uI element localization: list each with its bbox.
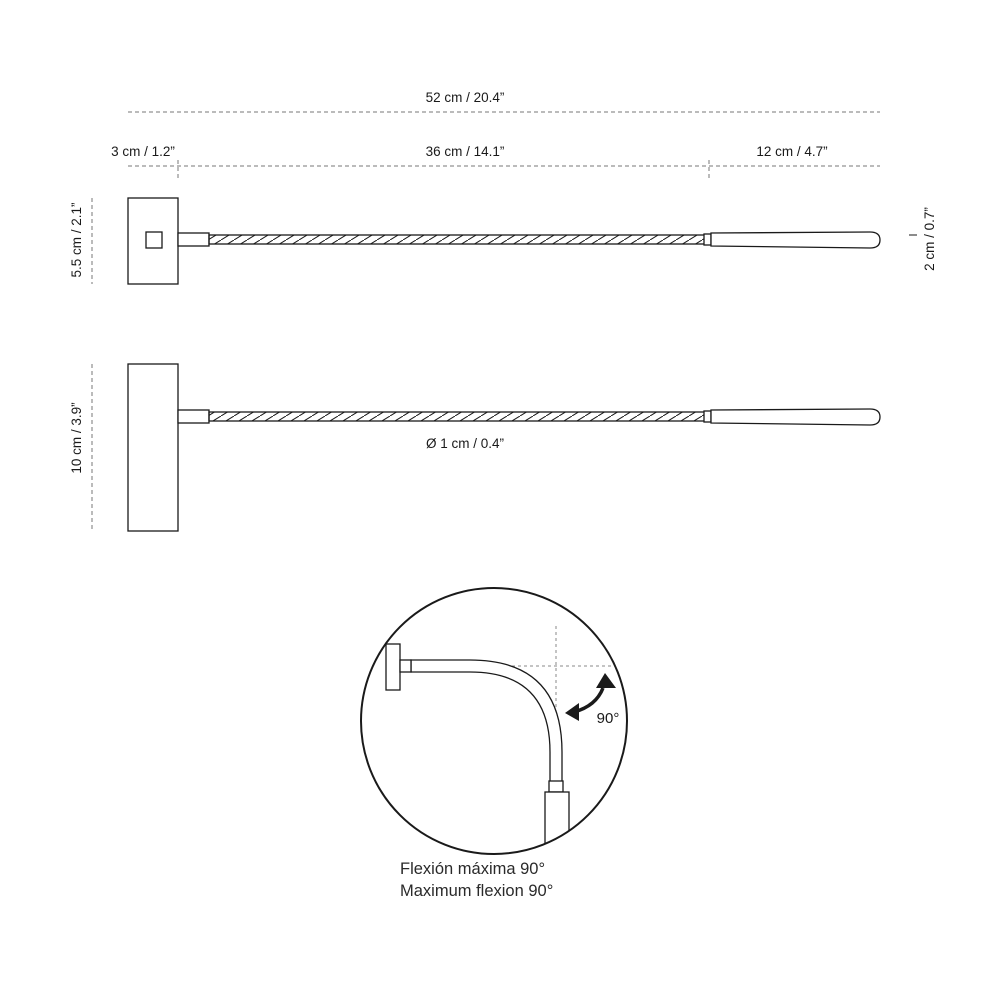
flexible-arm (209, 235, 709, 244)
base-body (128, 364, 178, 531)
lamp-head (711, 232, 880, 248)
switch-square (146, 232, 162, 248)
flexion-detail (361, 588, 628, 872)
arm-diameter-label: Ø 1 cm / 0.4” (425, 436, 505, 451)
arm-connector (178, 233, 209, 246)
caption-english: Maximum flexion 90° (400, 882, 554, 900)
dimension-lines (92, 112, 880, 530)
side-view-height-label: 10 cm / 3.9” (69, 402, 84, 474)
base-length-label: 3 cm / 1.2” (111, 144, 175, 159)
arm-collar (704, 411, 711, 422)
arrowhead-up (596, 673, 616, 688)
arm-connector (400, 660, 411, 672)
arm-length-label: 36 cm / 14.1” (425, 144, 505, 159)
head-diameter-label: 2 cm / 0.7” (922, 207, 937, 271)
detail-circle (361, 588, 627, 854)
bent-arm (411, 660, 562, 782)
arrowhead-left (565, 703, 579, 721)
caption-spanish: Flexión máxima 90° (400, 860, 546, 878)
arm-collar (549, 781, 563, 792)
head-length-label: 12 cm / 4.7” (756, 144, 828, 159)
arm-collar (704, 234, 711, 245)
angle-label: 90° (596, 710, 620, 727)
lamp-head (711, 409, 880, 425)
arm-connector (178, 410, 209, 423)
flexion-caption (400, 858, 553, 902)
total-length-label: 52 cm / 20.4” (425, 90, 505, 105)
base-plate (386, 644, 400, 690)
lamp-top-view (128, 198, 880, 284)
flexible-arm (209, 412, 709, 421)
top-view-height-label: 5.5 cm / 2.1” (69, 202, 84, 278)
